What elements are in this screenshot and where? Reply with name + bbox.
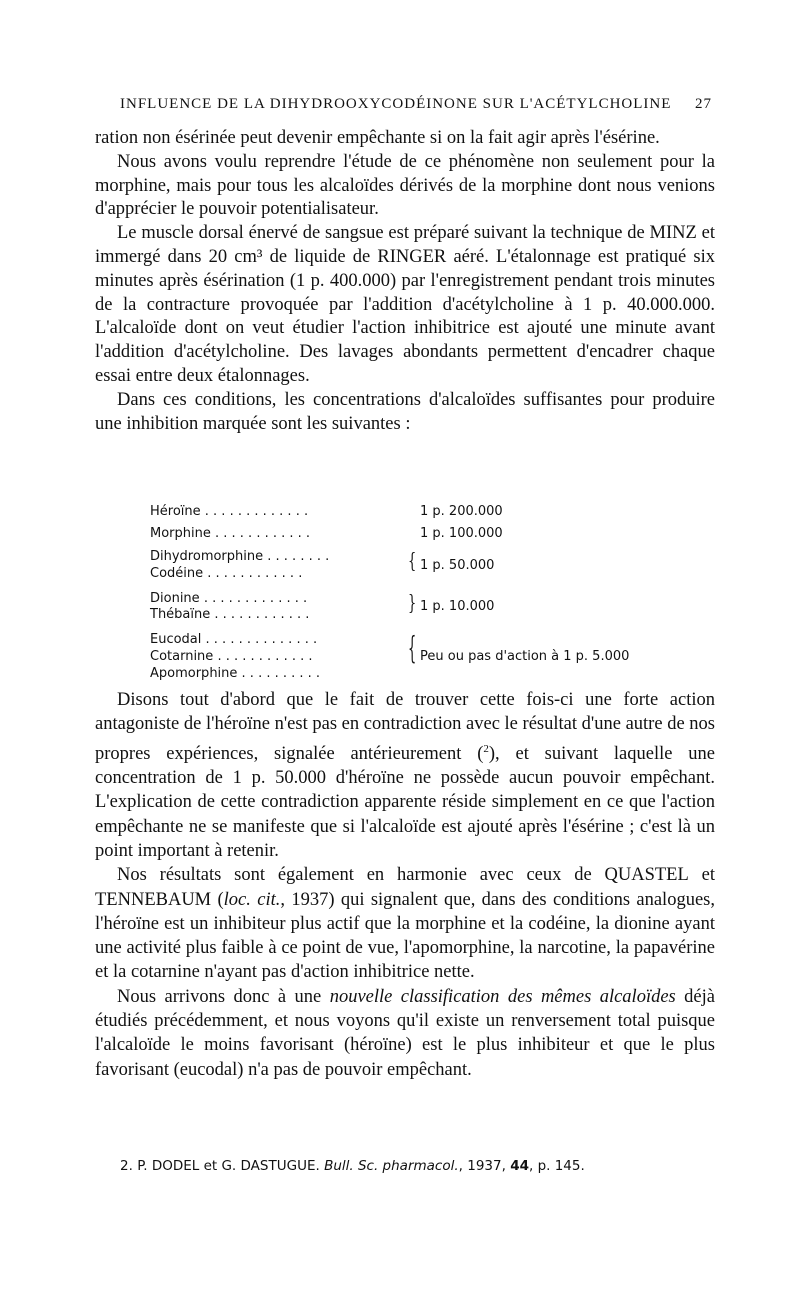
paragraph-5-text-a: Disons tout d'abord que le fait de trouver cette fois-ci une forte action antagoniste de l'héroïne n'est pas en contradiction avec le résultat d'une autre de nos propres expériences, signalée antérieurement ( xyxy=(95,690,715,764)
brace-group-3: { xyxy=(408,632,417,668)
paragraph-7-text-b: déjà étudiés précédemment, et nous voyons qu'il existe un renversement total puisque l'alcaloïde le moins favorisant (héroïne) est le plus inhibiteur et que le plus favorisant (eucodal) n'a pas de pouvoir empêchant. xyxy=(95,986,715,1080)
leader-dots: . . . . . . . . . . . . . xyxy=(203,591,308,606)
alkaloid-name: Thébaïne xyxy=(150,607,211,622)
footnote-page: , p. 145. xyxy=(528,1158,585,1174)
footnote-year: , 1937, xyxy=(458,1158,511,1174)
footnote-author-2: DASTUGUE xyxy=(240,1158,316,1174)
group-value-1: 1 p. 50.000 xyxy=(420,558,495,573)
table-row xyxy=(150,591,307,606)
running-title: INFLUENCE DE LA DIHYDROOXYCODÉINONE SUR L'ACÉTYLCHOLINE xyxy=(120,96,672,112)
alkaloid-name: Codéine xyxy=(150,566,204,581)
footnote-journal: Bull. Sc. pharmacol. xyxy=(324,1158,459,1174)
group-value-2: 1 p. 10.000 xyxy=(420,599,495,614)
body-text-top xyxy=(95,127,715,436)
paragraph-3-text-a: Le muscle dorsal énervé de sangsue est préparé suivant la technique de xyxy=(117,223,650,244)
table-row xyxy=(150,649,313,664)
paragraph-3-text-c: aéré. L'étalonnage est pratiqué six minutes après ésérination (1 p. 400.000) par l'enregistrement pendant trois minutes de la contracture provoquée par l'addition d'acétylcholine à 1 p. 40.000.000. L'alcaloïde dont on veut étudier l'action inhibitrice est ajouté une minute avant l'addition d'acétylcholine. Des lavages abondants permettent d'encadrer chaque essai entre deux étalonnages. xyxy=(95,246,716,386)
paragraph-6-text-c: ( xyxy=(211,889,224,910)
table-row xyxy=(150,504,308,519)
brace-group-1: { xyxy=(408,550,417,574)
paragraph-3-text-b: et immergé dans 20 cm³ de liquide de xyxy=(95,223,715,267)
paragraph-7-text-a: Nous arrivons donc à une xyxy=(117,986,330,1007)
paragraph-1: ration non ésérinée peut devenir empêchante si on la fait agir après l'ésérine. xyxy=(95,128,660,148)
alkaloid-name: Apomorphine xyxy=(150,666,238,681)
table-row xyxy=(150,526,310,541)
alkaloid-name: Eucodal xyxy=(150,632,202,647)
paragraph-3 xyxy=(95,222,715,389)
footnote: 2. P. DODEL et G. DASTUGUE. Bull. Sc. pharmacol., 1937, 44, p. 145. xyxy=(120,1158,585,1174)
table-row xyxy=(150,549,329,564)
paragraph-6-text-b: et xyxy=(688,865,715,886)
paragraph-6-text-a: Nos résultats sont également en harmonie avec ceux de xyxy=(117,865,605,886)
leader-dots: . . . . . . . . . . xyxy=(241,666,321,681)
paragraph-2: Nous avons voulu reprendre l'étude de ce phénomène non seulement pour la morphine, mais pour tous les alcaloïdes dérivés de la morphine dont nous venions d'apprécier le pouvoir potentialisateur. xyxy=(95,151,715,220)
footnote-number: 2. xyxy=(120,1158,133,1174)
alkaloid-value: 1 p. 100.000 xyxy=(420,526,503,541)
brace-group-2: } xyxy=(408,592,417,616)
footnote-text: P. xyxy=(137,1158,152,1174)
leader-dots: . . . . . . . . xyxy=(267,549,330,564)
footnote-author-1: DODEL xyxy=(151,1158,200,1174)
alkaloid-name: Cotarnine xyxy=(150,649,214,664)
page-number: 27 xyxy=(695,96,712,112)
emphasis-classification: nouvelle classification des mêmes alcaloïdes xyxy=(329,986,676,1007)
author-ringer: RINGER xyxy=(377,246,447,267)
leader-dots: . . . . . . . . . . . . xyxy=(217,649,313,664)
table-row xyxy=(150,632,317,647)
group-value-3: Peu ou pas d'action à 1 p. 5.000 xyxy=(420,649,630,664)
alkaloid-name: Héroïne xyxy=(150,504,201,519)
footnote-volume: 44 xyxy=(510,1158,529,1174)
leader-dots: . . . . . . . . . . . . xyxy=(214,607,310,622)
table-row xyxy=(150,666,320,681)
footnote-text: et G. xyxy=(199,1158,241,1174)
body-text-bottom xyxy=(95,688,715,1082)
author-tennebaum: TENNEBAUM xyxy=(95,889,212,910)
paragraph-6 xyxy=(95,863,715,984)
table-row xyxy=(150,566,302,581)
leader-dots: . . . . . . . . . . . . . . xyxy=(205,632,318,647)
alkaloid-value: 1 p. 200.000 xyxy=(420,504,503,519)
paragraph-5-text-b: ), et suivant laquelle une concentration de 1 p. 50.000 d'héroïne ne possède aucun pouvoir empêchant. L'explication de cette contradiction apparente réside simplement en ce que l'action empêchante ne se manifeste que si l'alcaloïde est ajouté après l'ésérine ; c'est là un point important à retenir. xyxy=(95,743,715,861)
author-quastel: QUASTEL xyxy=(604,865,689,886)
leader-dots: . . . . . . . . . . . . xyxy=(207,566,303,581)
loc-cit: loc. cit. xyxy=(223,889,281,910)
footnote-ref: 2 xyxy=(483,742,489,755)
alkaloid-name: Morphine xyxy=(150,526,211,541)
table-row xyxy=(150,607,309,622)
author-minz: MINZ xyxy=(649,223,697,244)
alkaloid-name: Dionine xyxy=(150,591,200,606)
paragraph-4: Dans ces conditions, les concentrations d'alcaloïdes suffisantes pour produire une inhibition marquée sont les suivantes : xyxy=(95,389,715,434)
leader-dots: . . . . . . . . . . . . xyxy=(215,526,311,541)
paragraph-5 xyxy=(95,688,715,863)
paragraph-7 xyxy=(95,985,715,1082)
alkaloid-name: Dihydromorphine xyxy=(150,549,264,564)
leader-dots: . . . . . . . . . . . . . xyxy=(204,504,309,519)
paragraph-6-text-d: , 1937) qui signalent que, dans des conditions analogues, l'héroïne est un inhibiteur plus actif que la morphine et la codéine, la dionine ayant une activité plus faible à ce point de vue, l'apomorphine, la narcotine, la papavérine et la cotarnine n'ayant pas d'action inhibitrice nette. xyxy=(95,889,715,983)
